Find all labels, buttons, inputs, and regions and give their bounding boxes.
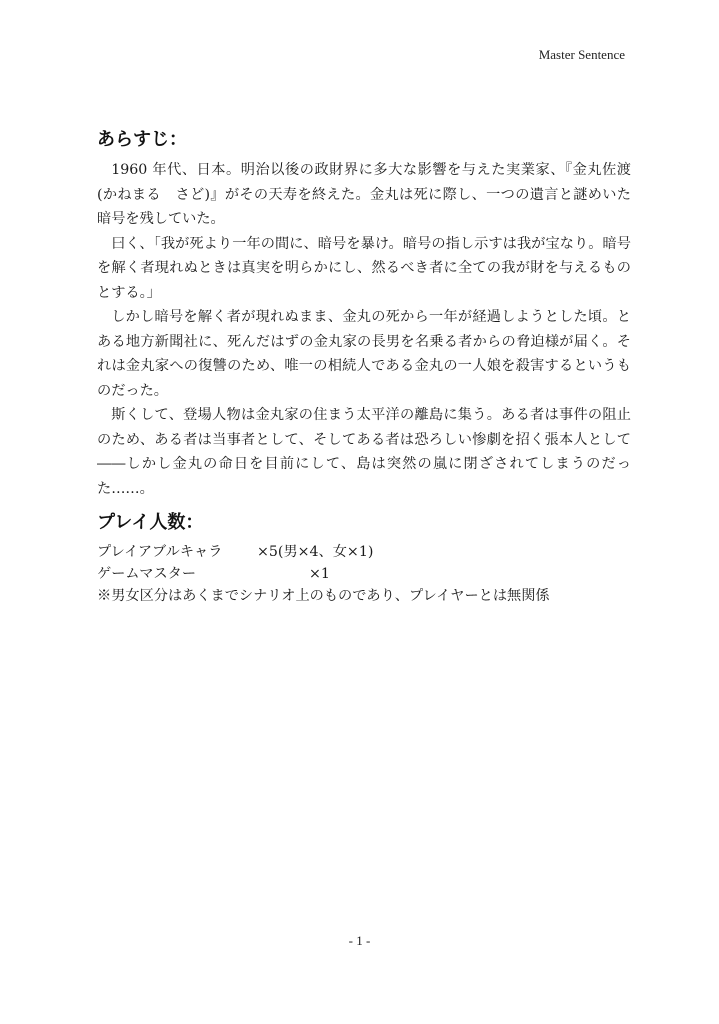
gender-note: ※男女区分はあくまでシナリオ上のものであり、プレイヤーとは無関係 [97, 588, 550, 604]
playable-label: プレイアブルキャラ [97, 544, 223, 560]
playable-row [97, 541, 631, 563]
gm-label: ゲームマスター [97, 566, 197, 582]
synopsis-paragraph-3: しかし暗号を解く者が現れぬまま、金丸の死から一年が経過しようとした頃。とある地方新聞社に、死んだはずの金丸家の長男を名乗る者からの脅迫様が届く。それは金丸家への復讐のため、唯一の相続人である金丸の一人娘を殺害するというものだった。 [97, 309, 631, 399]
synopsis-heading: あらすじ： [97, 129, 187, 150]
synopsis-paragraph-2: 曰く、「我が死より一年の間に、暗号を暴け。暗号の指し示すは我が宝なり。暗号を解く者現れぬときは真実を明らかにし、然るべき者に全ての我が財を与えるものとする。」 [97, 235, 631, 301]
page-number: - 1 - [348, 933, 371, 948]
gm-count: ×1 [309, 566, 330, 582]
playable-count: ×5(男×4、女×1) [257, 544, 374, 560]
synopsis-paragraph-1: 1960 年代、日本。明治以後の政財界に多大な影響を与えた実業家、『金丸佐渡(かねまる さど)』がその天寿を終えた。金丸は死に際し、一つの遺言と謎めいた暗号を残していた。 [97, 162, 631, 227]
players-section [97, 541, 631, 607]
document-header-title: Master Sentence [538, 47, 625, 62]
gm-row [97, 563, 631, 585]
synopsis-body [97, 158, 631, 501]
players-heading: プレイ人数： [97, 512, 204, 533]
synopsis-paragraph-4: 斯くして、登場人物は金丸家の住まう太平洋の離島に集う。ある者は事件の阻止のため、ある者は当事者として、そしてある者は恐ろしい惨劇を招く張本人として――しかし金丸の命日を目前にして、島は突然の嵐に閉ざされてしまうのだった……。 [97, 407, 631, 497]
